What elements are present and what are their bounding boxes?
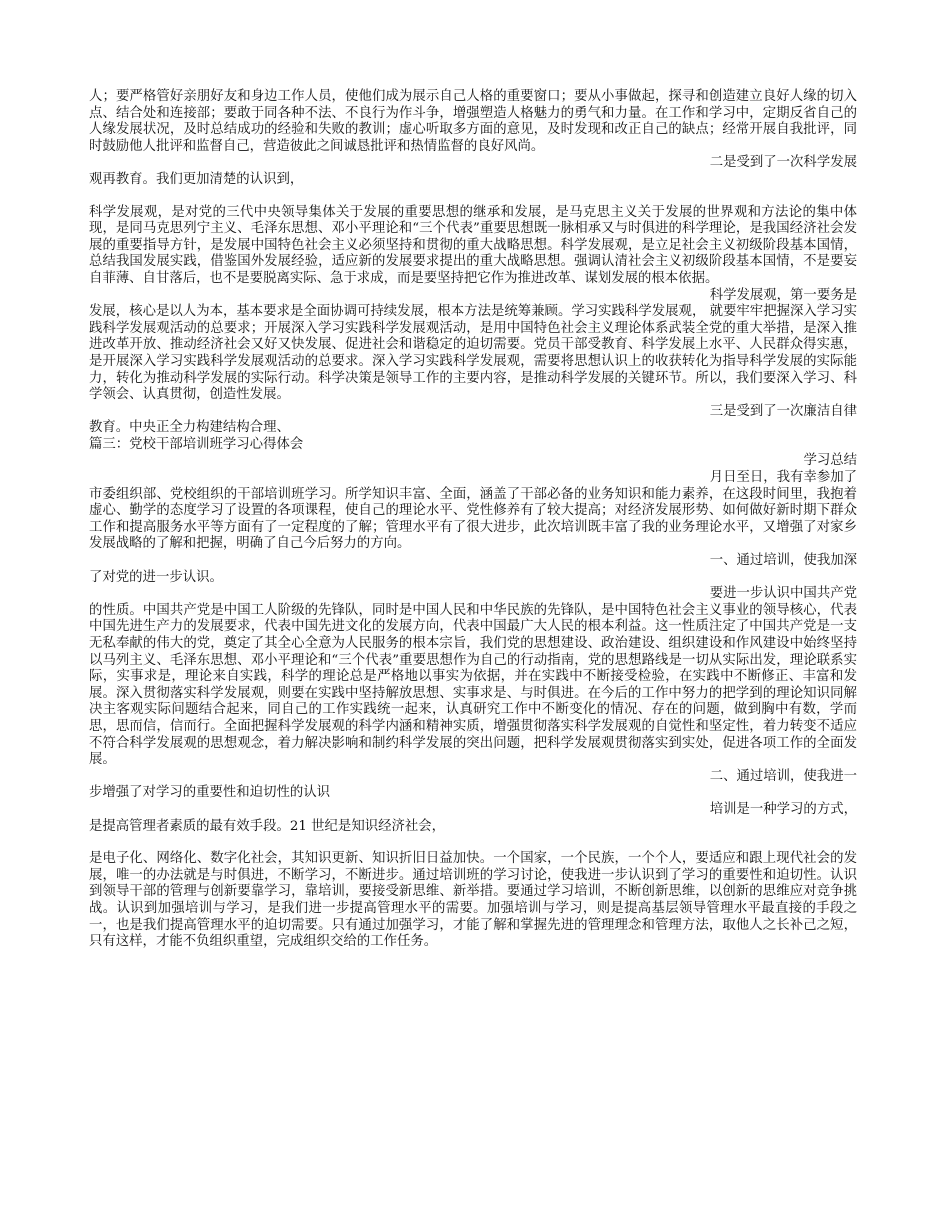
paragraph-development-core: 发展，核心是以人为本，基本要求是全面协调可持续发展，根本方法是统筹兼顾。学习实践科学发展观， 就要牢牢把握深入学习实践科学发展观活动的总要求；开展深入学习实践科学发展观活动，是用中国特色社会主义理论体系武装全党的重大举措，是深入推进改革开放、推动经济社会又好又快发展、促进社会和谐稳定的迫切需要。党员干部受教育、科学发展上水平、人民群众得实惠，是开展深入学习实践科学发展观活动的总要求。深入学习实践科学发展观，需要将思想认识上的收获转化为指导科学发展的实际能力，转化为推动科学发展的实际行动。科学决策是领导工作的主要内容，是推动科学发展的关键环节。所以，我们要深入学习、科学领会、认真贯彻，创造性发展。 bbox=[89, 304, 857, 403]
heading-point-one-right: 一、通过培训，使我加深 bbox=[709, 553, 857, 569]
line-training-method-right: 培训是一种学习的方式， bbox=[709, 801, 857, 817]
paragraph-digital-society: 是电子化、网络化、数字化社会，其知识更新、知识折旧日益加快。一个国家，一个民族，一个个人，要适应和跟上现代社会的发展，唯一的办法就是与时俱进，不断学习，不断进步。通过培训班的学习讨论，使我进一步认识到了学习的重要性和迫切性。认识到领导干部的管理与创新要靠学习，靠培训，要接受新思维、新举措。要通过学习培训，不断创新思维，以创新的思维应对竞争挑战。认识到加强培训与学习，是我们进一步提高管理水平的需要。加强培训与学习，则是提高基层领导管理水平最直接的手段之一，也是我们提高管理水平的迫切需要。只有通过加强学习，才能了解和掌握先进的管理理念和管理方法，取他人之长补己之短，只有这样，才能不负组织重望，完成组织交给的工作任务。 bbox=[89, 851, 857, 950]
spacer bbox=[89, 189, 857, 205]
paragraph-personal-charm: 人；要严格管好亲朋好友和身边工作人员，使他们成为展示自己人格的重要窗口；要从小事做起，探寻和创造建立良好人缘的切入点、结合处和连接部；要敢于同各种不法、不良行为作斗争，增强塑造人格魅力的勇气和力量。在工作和学习中，定期反省自己的人缘发展状况，及时总结成功的经验和失败的教训；虚心听取多方面的意见，及时发现和改正自己的缺点；经常开展自我批评，同时鼓励他人批评和监督自己，营造彼此之间诚恳批评和热情监督的良好风尚。 bbox=[89, 89, 857, 154]
spacer bbox=[89, 835, 857, 851]
heading-point-two-left: 步增强了对学习的重要性和迫切性的认识 bbox=[89, 785, 331, 801]
subtitle-study-summary: 学习总结 bbox=[803, 453, 857, 469]
section-title-part-three: 篇三：党校干部培训班学习心得体会 bbox=[89, 436, 304, 452]
line-knowledge-economy: 是提高管理者素质的最有效手段。21 世纪是知识经济社会， bbox=[89, 818, 446, 834]
heading-part-two-left: 观再教育。我们更加清楚的认识到， bbox=[89, 171, 304, 187]
paragraph-training-intro: 市委组织部、党校组织的干部培训班学习。所学知识丰富、全面，涵盖了干部必备的业务知识和能力素养，在这段时间里，我抱着虚心、勤学的态度学习了设置的各项课程，使自己的理论水平、党性修养有了较大提高；对经济发展形势、如何做好新时期下群众工作和提高服务水平等方面有了一定程度的了解；管理水平有了很大进步，此次培训既丰富了我的业务理论水平，又增强了对家乡发展战略的了解和把握，明确了自己今后努力的方向。 bbox=[89, 486, 857, 552]
heading-point-one-left: 了对党的进一步认识。 bbox=[89, 569, 223, 585]
line-first-priority-right: 科学发展观，第一要务是 bbox=[709, 287, 857, 303]
heading-part-two-right: 二是受到了一次科学发展 bbox=[709, 155, 857, 171]
heading-part-three-right: 三是受到了一次廉洁自律 bbox=[709, 403, 857, 419]
document-page bbox=[89, 89, 857, 951]
heading-part-three-left: 教育。中央正全力构建结构合理、 bbox=[89, 420, 290, 436]
heading-point-two-right: 二、通过培训，使我进一 bbox=[709, 768, 857, 784]
line-party-nature-right: 要进一步认识中国共产党 bbox=[709, 586, 857, 602]
paragraph-scientific-outlook: 科学发展观，是对党的三代中央领导集体关于发展的重要思想的继承和发展，是马克思主义关于发展的世界观和方法论的集中体现，是同马克思列宁主义、毛泽东思想、邓小平理论和“三个代表”重要思想既一脉相承又与时俱进的科学理论，是我国经济社会发展的重要指导方针，是发展中国特色社会主义必须坚持和贯彻的重大战略思想。科学发展观，是立足社会主义初级阶段基本国情，总结我国发展实践，借鉴国外发展经验，适应新的发展要求提出的重大战略思想。强调认清社会主义初级阶段基本国情，不是要妄自菲薄、自甘落后，也不是要脱离实际、急于求成，而是要坚持把它作为推进改革、谋划发展的根本依据。 bbox=[89, 204, 857, 286]
line-date-intro: 月日至日，我有幸参加了 bbox=[709, 470, 857, 486]
paragraph-party-nature: 的性质。中国共产党是中国工人阶级的先锋队，同时是中国人民和中华民族的先锋队，是中国特色社会主义事业的领导核心，代表中国先进生产力的发展要求，代表中国先进文化的发展方向，代表中国最广大人民的根本利益。这一性质注定了中国共产党是一支无私奉献的伟大的党，奠定了其全心全意为人民服务的根本宗旨，我们党的思想建设、政治建设、组织建设和作风建设中始终坚持以马列主义、毛泽东思想、邓小平理论和“三个代表”重要思想作为自己的行动指南，党的思想路线是一切从实际出发，理论联系实际，实事求是，理论来自实践，科学的理论总是严格地以事实为依据，并在实践中不断接受检验，在实践中不断修正、丰富和发展。深入贯彻落实科学发展观，则要在实践中坚持解放思想、实事求是、与时俱进。在今后的工作中努力的把学到的理论知识同解决主客观实际问题结合起来，同自己的工作实践统一起来，认真研究工作中不断变化的情况、存在的问题，做到胸中有数，学而思，思而信，信而行。全面把握科学发展观的科学内涵和精神实质，增强贯彻落实科学发展观的自觉性和坚定性，着力转变不适应不符合科学发展观的思想观念，着力解决影响和制约科学发展的突出问题，把科学发展观贯彻落实到实处，促进各项工作的全面发展。 bbox=[89, 602, 857, 768]
